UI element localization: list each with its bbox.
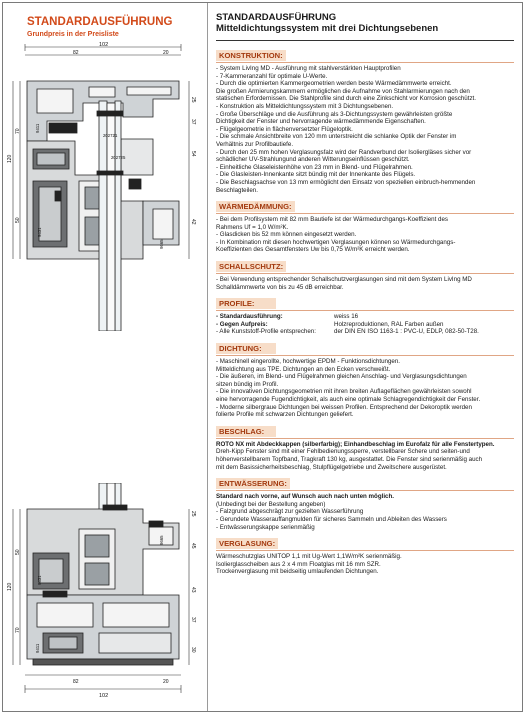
text-panel — [208, 3, 522, 711]
section-6 — [216, 473, 514, 531]
title-divider — [216, 40, 514, 41]
section-line: - Die Beschlagsachse von 13 mm ermöglicht den Einsatz von speziellen einbruch-hemmenden — [216, 178, 476, 186]
section-line: - Glasdicken bis 52 mm können eingesetzt werden. — [216, 231, 357, 239]
bottom-section-drawing — [3, 483, 208, 708]
section-line: Isolierglasscheiben aus 2 x 4 mm Floatglas mit 16 mm SZR. — [216, 560, 381, 568]
section-line: - System LivIng MD - Ausführung mit stahlverstärkten Hauptprofilen — [216, 65, 401, 72]
section-line: Rahmens Uf = 1,0 W/m²K. — [216, 223, 289, 231]
dim-bottom-h30: 30 — [190, 647, 196, 653]
profile-key: - Gegen Aufpreis: — [216, 320, 268, 328]
dim-top-h70: 70 — [15, 128, 21, 134]
dim-top-h37: 37 — [190, 119, 196, 125]
left-subtitle: Grundpreis in der Preisliste — [27, 31, 119, 38]
dim-top-h25: 25 — [190, 97, 196, 103]
profile-row — [216, 328, 514, 336]
part-bottom-9665: 9665 — [159, 535, 164, 545]
section-line: - Einheitliche Glaseleistenhöhe von 23 mm in Blend- und Flügelrahmen. — [216, 163, 413, 171]
section-line: - In Kombination mit diesen hochwertigen Verglasungen können so Wärmedurchgangs- — [216, 238, 456, 246]
dim-bottom-h50: 50 — [15, 549, 21, 555]
dim-bottom-h43: 43 — [190, 587, 196, 593]
section-line: - Bei dem Profilsystem mit 82 mm Bautiefe ist der Wärmedurchgangs-Koeffizient des — [216, 216, 449, 224]
section-rule — [216, 438, 514, 439]
section-rule — [216, 213, 514, 214]
dim-bottom-h45: 45 — [190, 543, 196, 549]
section-line: Standard nach vorne, auf Wunsch auch nach unten möglich. — [216, 493, 394, 501]
section-rule — [216, 355, 514, 356]
dim-top-h50: 50 — [15, 217, 21, 223]
part-9431: 9431 — [37, 227, 42, 237]
section-2 — [216, 256, 514, 291]
section-line: Dichtigkeit der Fenster und hervorragende wärmedämmende Eigenschaften. — [216, 118, 426, 126]
section-line: - Durch den 25 mm hohen Verglasungsfalz wird der Randverbund der Isoliergläses sicher vor — [216, 148, 472, 156]
part-bottom-9431: 9431 — [37, 575, 42, 585]
section-line: Dreh-Kipp Fenster sind mit einer Fehlbedienungssperre, verstellbarer Schere und seiten-und — [216, 448, 470, 456]
section-heading: PROFILE: — [216, 298, 276, 309]
dim-bottom-step: 20 — [163, 679, 169, 685]
section-heading: VERGLASUNG: — [216, 538, 278, 549]
section-rule — [216, 310, 514, 311]
section-rule — [216, 550, 514, 551]
section-line: - Die innovativen Dichtungsgeometrien mit ihren breiten Auflageflächen gewährleisten sowohl — [216, 388, 472, 396]
section-line: Koeffizienten des Gesamtfensters Uw bis 0,75 W/m²K erreicht werden. — [216, 246, 410, 254]
section-line: - Falzgrund abgeschrägt zur gezielten Wasserführung — [216, 508, 364, 516]
profile-key: - Alle Kunststoff-Profile entsprechen: — [216, 328, 316, 336]
section-heading: SCHALLSCHUTZ: — [216, 261, 286, 272]
profile-value: Holzreproduktionen, RAL Farben außen — [334, 320, 444, 328]
section-line: ROTO NX mit Abdeckkappen (silberfarbig); Einhandbeschlag im Eurofalz für alle Fenstertypen. — [216, 440, 495, 448]
left-title: STANDARDAUSFÜHRUNG — [27, 16, 173, 28]
section-line: - Die Glasleisten-Innenkante sitzt bündig mit der Innenkante des Flügels. — [216, 171, 416, 179]
section-line: - Maschinell eingerollte, hochwertige EPDM - Funktionsdichtungen. — [216, 358, 400, 366]
section-line: - 7-Kammeranzahl für optimale U-Werte. — [216, 72, 328, 80]
page-frame — [2, 2, 523, 712]
sections-container — [216, 45, 514, 576]
dim-bottom-inner: 82 — [73, 679, 79, 685]
section-line: - Konstruktion als Mitteldichtungssystem mit 3 Dichtungsebenen. — [216, 102, 394, 110]
section-line: schädlicher UV-Strahlungund anderen Witterungseinflüssen geschützt. — [216, 156, 410, 164]
section-line: höhenverstellbarem Topfband, Tragkraft 130 kg, ausgestattet. Die Fenster sind serienmäßig auch — [216, 455, 483, 463]
dim-top-h120: 120 — [7, 154, 13, 163]
profile-value: der DIN EN ISO 1163-1 : PVC-U, EDLP, 082-50-T28. — [334, 328, 479, 336]
section-rule — [216, 273, 514, 274]
profile-key: - Standardausführung: — [216, 313, 283, 321]
section-5 — [216, 421, 514, 471]
profile-row — [216, 321, 514, 329]
section-line: - Moderne silbergraue Dichtungen bei weissen Profilen. Entsprechend der Dekoroptik werden — [216, 403, 472, 411]
profile-row — [216, 313, 514, 321]
section-heading: ENTWÄSSERUNG: — [216, 478, 290, 489]
dim-top-total: 102 — [99, 42, 109, 48]
section-line: Mitteldichtung aus TPE. Dichtungen an den Ecken verschweißt. — [216, 365, 391, 373]
section-line: Verhältnis zur Profilbautiefe. — [216, 140, 294, 148]
part-202721: 202721 — [103, 133, 118, 138]
page-title: STANDARDAUSFÜHRUNG — [216, 12, 337, 23]
section-line: Beschlagteilen. — [216, 186, 258, 194]
section-4 — [216, 338, 514, 419]
section-line: - Die äußeren, im Blend- und Flügelrahmen gleichen Anschlag- und Verglasungsdichtungen — [216, 373, 467, 381]
section-line: - Gerundete Wasserauffangmulden für sicheres Sammeln und Ableiten des Wassers — [216, 515, 447, 523]
dim-bottom-h25: 25 — [190, 511, 196, 517]
section-0 — [216, 45, 514, 194]
section-line: Trockenverglasung mit beidseitig umlaufenden Dichtungen. — [216, 568, 379, 576]
section-1 — [216, 196, 514, 254]
drawing-panel — [3, 3, 208, 711]
section-7 — [216, 533, 514, 576]
dim-bottom-h37: 37 — [190, 617, 196, 623]
section-line: folierte Profile mit schwarzen Dichtungen geliefert. — [216, 411, 354, 419]
section-rule — [216, 62, 514, 63]
section-line: - Die schmale Ansichtbreite von 120 mm unterstreicht die schlanke Optik der Fenster im — [216, 133, 457, 141]
dim-top-step: 20 — [163, 50, 169, 56]
section-line: - Durch die optimierten Kammergeometrien werden beste Wärmedämmwerte erreicht. — [216, 80, 452, 88]
section-line: (Unbedingt bei der Bestellung angeben) — [216, 500, 326, 508]
section-line: Die großen Armierungskammern ermöglichen die Aufnahme von Stahlarmierungen nach den — [216, 87, 470, 95]
section-3 — [216, 293, 514, 336]
section-heading: KONSTRUKTION: — [216, 50, 286, 61]
section-line: eine hervorragende Fugendichtigkeit, als auch eine optimale Schlagregendichtigkeit der Fenster. — [216, 396, 481, 403]
section-rule — [216, 490, 514, 491]
section-line: - Flügelgeometrie in flächenversetzter Flügeloptik. — [216, 125, 353, 133]
dim-bottom-h70: 70 — [15, 627, 21, 633]
page-subtitle: Mitteldichtungssystem mit drei Dichtungsebenen — [216, 23, 439, 34]
section-line: statischen Erfordernissen. Die Stahlprofile sind durch eine Zinkschicht vor Korrosion geschützt. — [216, 95, 476, 103]
dim-top-inner: 82 — [73, 50, 79, 56]
section-heading: BESCHLAG: — [216, 426, 276, 437]
dim-top-h42: 42 — [190, 219, 196, 225]
part-9665: 9665 — [159, 239, 164, 249]
section-line: Wärmeschutzglas UNITOP 1,1 mit Ug-Wert 1,1W/m²K serienmäßig. — [216, 553, 402, 561]
section-line: - Bei Verwendung entsprechender Schallschutzverglasungen sind mit dem System LivIng MD — [216, 276, 472, 284]
part-202725: 202725 — [111, 155, 126, 160]
section-line: - Entwässerungskappe serienmäßig — [216, 523, 315, 531]
section-heading: DICHTUNG: — [216, 343, 276, 354]
section-line: - Große Überschläge und die Ausführung als 3-Dichtungssystem gewährleisten größte — [216, 110, 453, 118]
section-line: Schalldämmwerte von bis zu 45 dB erreichbar. — [216, 283, 344, 291]
section-heading: WÄRMEDÄMMUNG: — [216, 201, 295, 212]
section-line: sitzen bündig im Profil. — [216, 380, 279, 388]
part-bottom-9411: 9411 — [35, 643, 40, 653]
dim-bottom-total: 102 — [99, 693, 109, 699]
dim-top-h54: 54 — [190, 151, 196, 157]
part-9411: 9411 — [35, 123, 40, 133]
profile-value: weiss 16 — [334, 313, 359, 321]
dim-bottom-h120: 120 — [7, 582, 13, 591]
top-section-drawing — [3, 41, 208, 331]
section-line: mit dem Basissicherheitsbeschlag, Stulpflügelgetriebe und Zweitschere ausgerüstet. — [216, 463, 447, 471]
